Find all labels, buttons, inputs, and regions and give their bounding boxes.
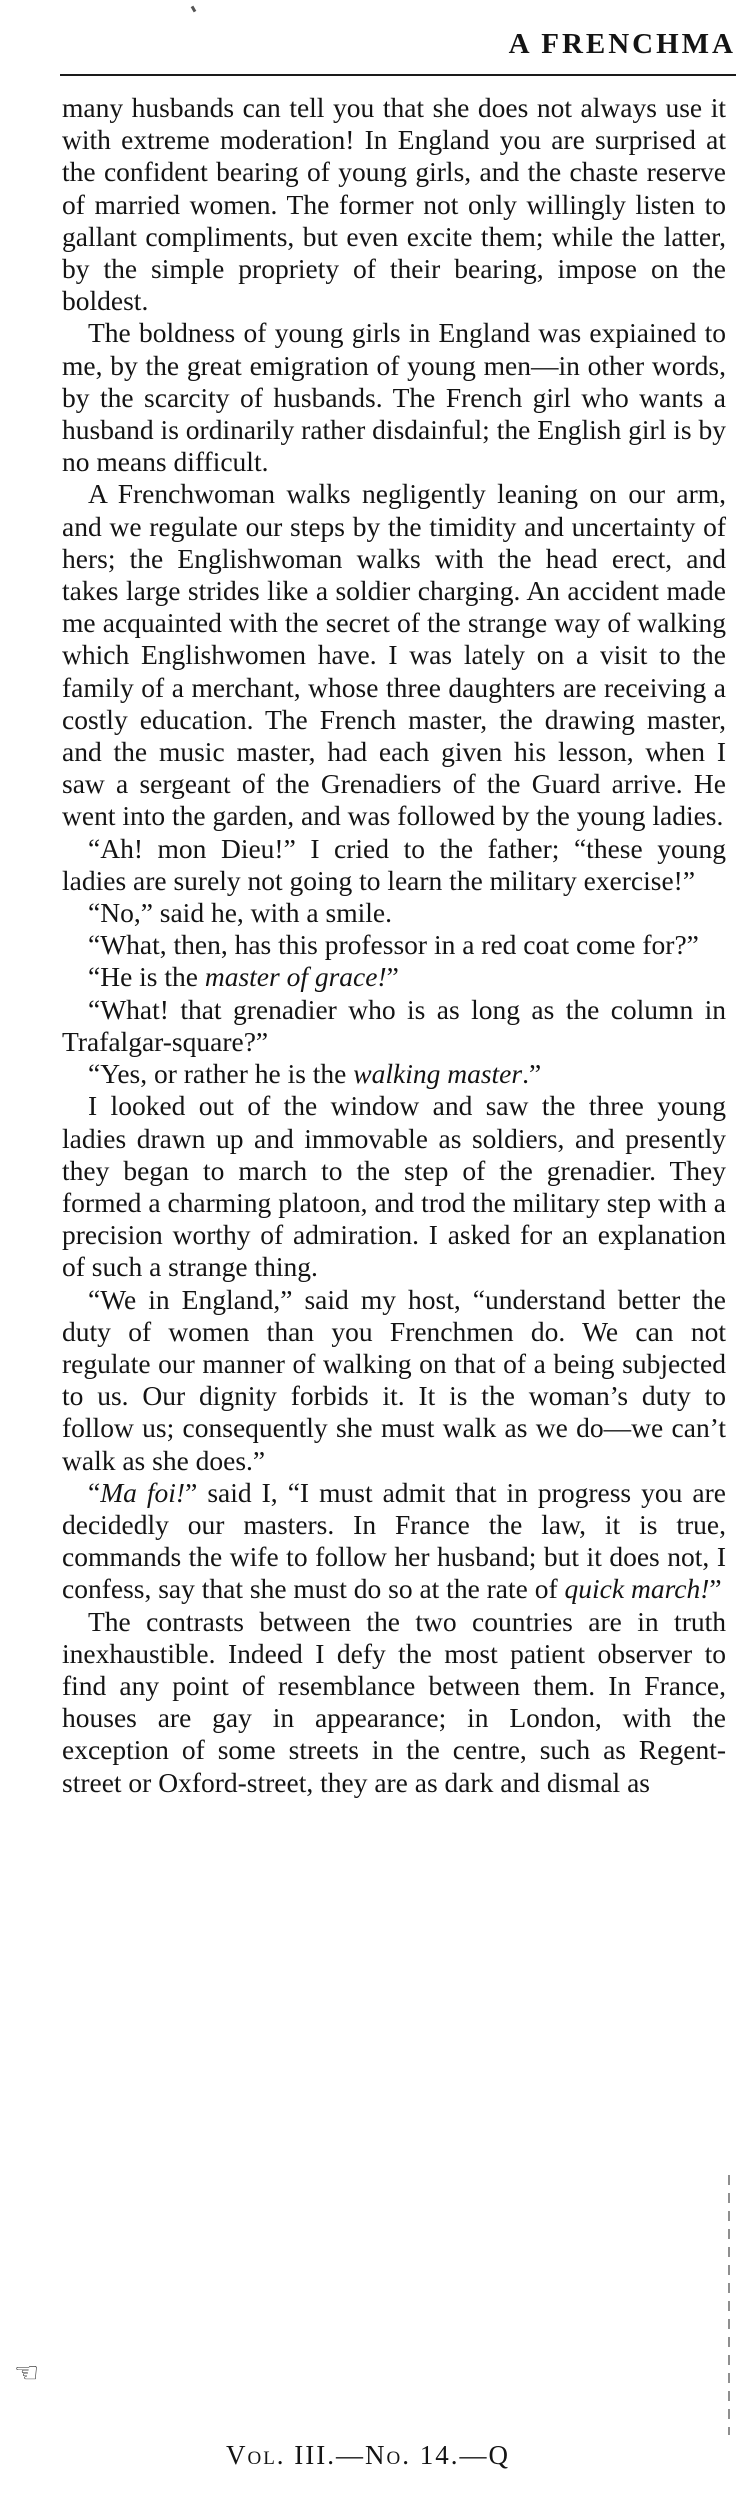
paragraph: “What, then, has this professor in a red coat come for?” — [88, 929, 699, 961]
paragraph: The contrasts between the two countries are in truth inexhaustible. Indeed I defy the most patient observer to find any point of resemblance between them. In France, houses are gay in appearance; in London, with the exception of some streets in the centre, such as Regent-street or Oxford-street, they are as dark and dismal as — [62, 1605, 726, 1798]
paragraph: “Ah! mon Dieu!” I cried to the father; “these young ladies are surely not going to learn the military exercise!” — [62, 832, 726, 896]
running-head: A FRENCHMA — [508, 28, 736, 60]
paragraph: “We in England,” said my host, “understand better the duty of women than you Frenchmen do. We can not regulate our manner of walking on that of a being subjected to us. Our dignity forbids it. It is the woman’s duty to follow us; consequently she must walk as we do—we can’t walk as she does.” — [62, 1283, 726, 1476]
paragraph — [62, 961, 726, 993]
paragraph: “Ma foi!” said I, “I must admit that in progress you are decidedly our masters. In France the law, it is true, commands the wife to follow her husband; but it does not, I confess, say that she must do so at the rate of quick march!” — [62, 1476, 726, 1605]
italic-phrase: quick march! — [564, 1573, 710, 1605]
paragraph: many husbands can tell you that she does not always use it with extreme moderation! In England you are surprised at the confident bearing of young girls, and the chaste reserve of married women. The former not only willingly listen to gallant compliments, but even excite them; while the latter, by the simple propriety of their bearing, impose on the boldest. — [62, 92, 726, 317]
italic-phrase: master of grace! — [204, 961, 387, 993]
text-run: “Yes, or rather he is the — [88, 1058, 354, 1090]
paragraph: “What! that grenadier who is as long as the column in Trafalgar-square?” — [62, 993, 726, 1057]
paragraph: I looked out of the window and saw the three young ladies drawn up and immovable as soldiers, and presently they began to march to the step of the grenadier. They formed a charming platoon, and trod the military step with a precision worthy of admiration. I asked for an explanation of such a strange thing. — [62, 1090, 726, 1283]
volume-label: Vol. III.—No. 14.—Q — [225, 2440, 511, 2470]
italic-phrase: Ma foi! — [100, 1476, 186, 1508]
text-column — [62, 92, 726, 1799]
paragraph: “No,” said he, with a smile. — [88, 897, 392, 929]
print-speck — [191, 6, 197, 13]
text-run: ” — [709, 1573, 722, 1605]
text-run: ” — [386, 961, 399, 993]
paragraph — [62, 1058, 726, 1090]
text-run: ” said I, “I must admit that in progress you are decidedly our masters. In France the law, it is true, commands the wife to follow her husband; but it does not, I confess, say that she must do so at the rate of — [62, 1476, 726, 1605]
paragraph: A Frenchwoman walks negligently leaning on our arm, and we regulate our steps by the timidity and uncertainty of hers; the Englishwoman walks with the head erect, and takes large strides like a soldier charging. An accident made me acquainted with the secret of the strange way of walking which Englishwomen have. I was lately on a visit to the family of a merchant, whose three daughters are receiving a costly education. The French master, the drawing master, and the music master, had each given his lesson, when I saw a sergeant of the Grenadiers of the Guard arrive. He went into the garden, and was followed by the young ladies. — [62, 478, 726, 832]
italic-phrase: walking master — [353, 1058, 523, 1090]
text-run: .” — [522, 1058, 542, 1090]
volume-signature — [0, 2440, 736, 2471]
margin-bracket — [728, 2175, 730, 2435]
header-rule — [60, 74, 736, 76]
paragraph: The boldness of young girls in England was expiained to me, by the great emigration of young men—in other words, by the scarcity of husbands. The French girl who wants a husband is ordinarily rather disdainful; the English girl is by no means difficult. — [62, 317, 726, 478]
text-run: “He is the — [88, 961, 205, 993]
margin-pointer-icon: ☜ — [14, 2356, 40, 2389]
page-header — [0, 0, 736, 70]
